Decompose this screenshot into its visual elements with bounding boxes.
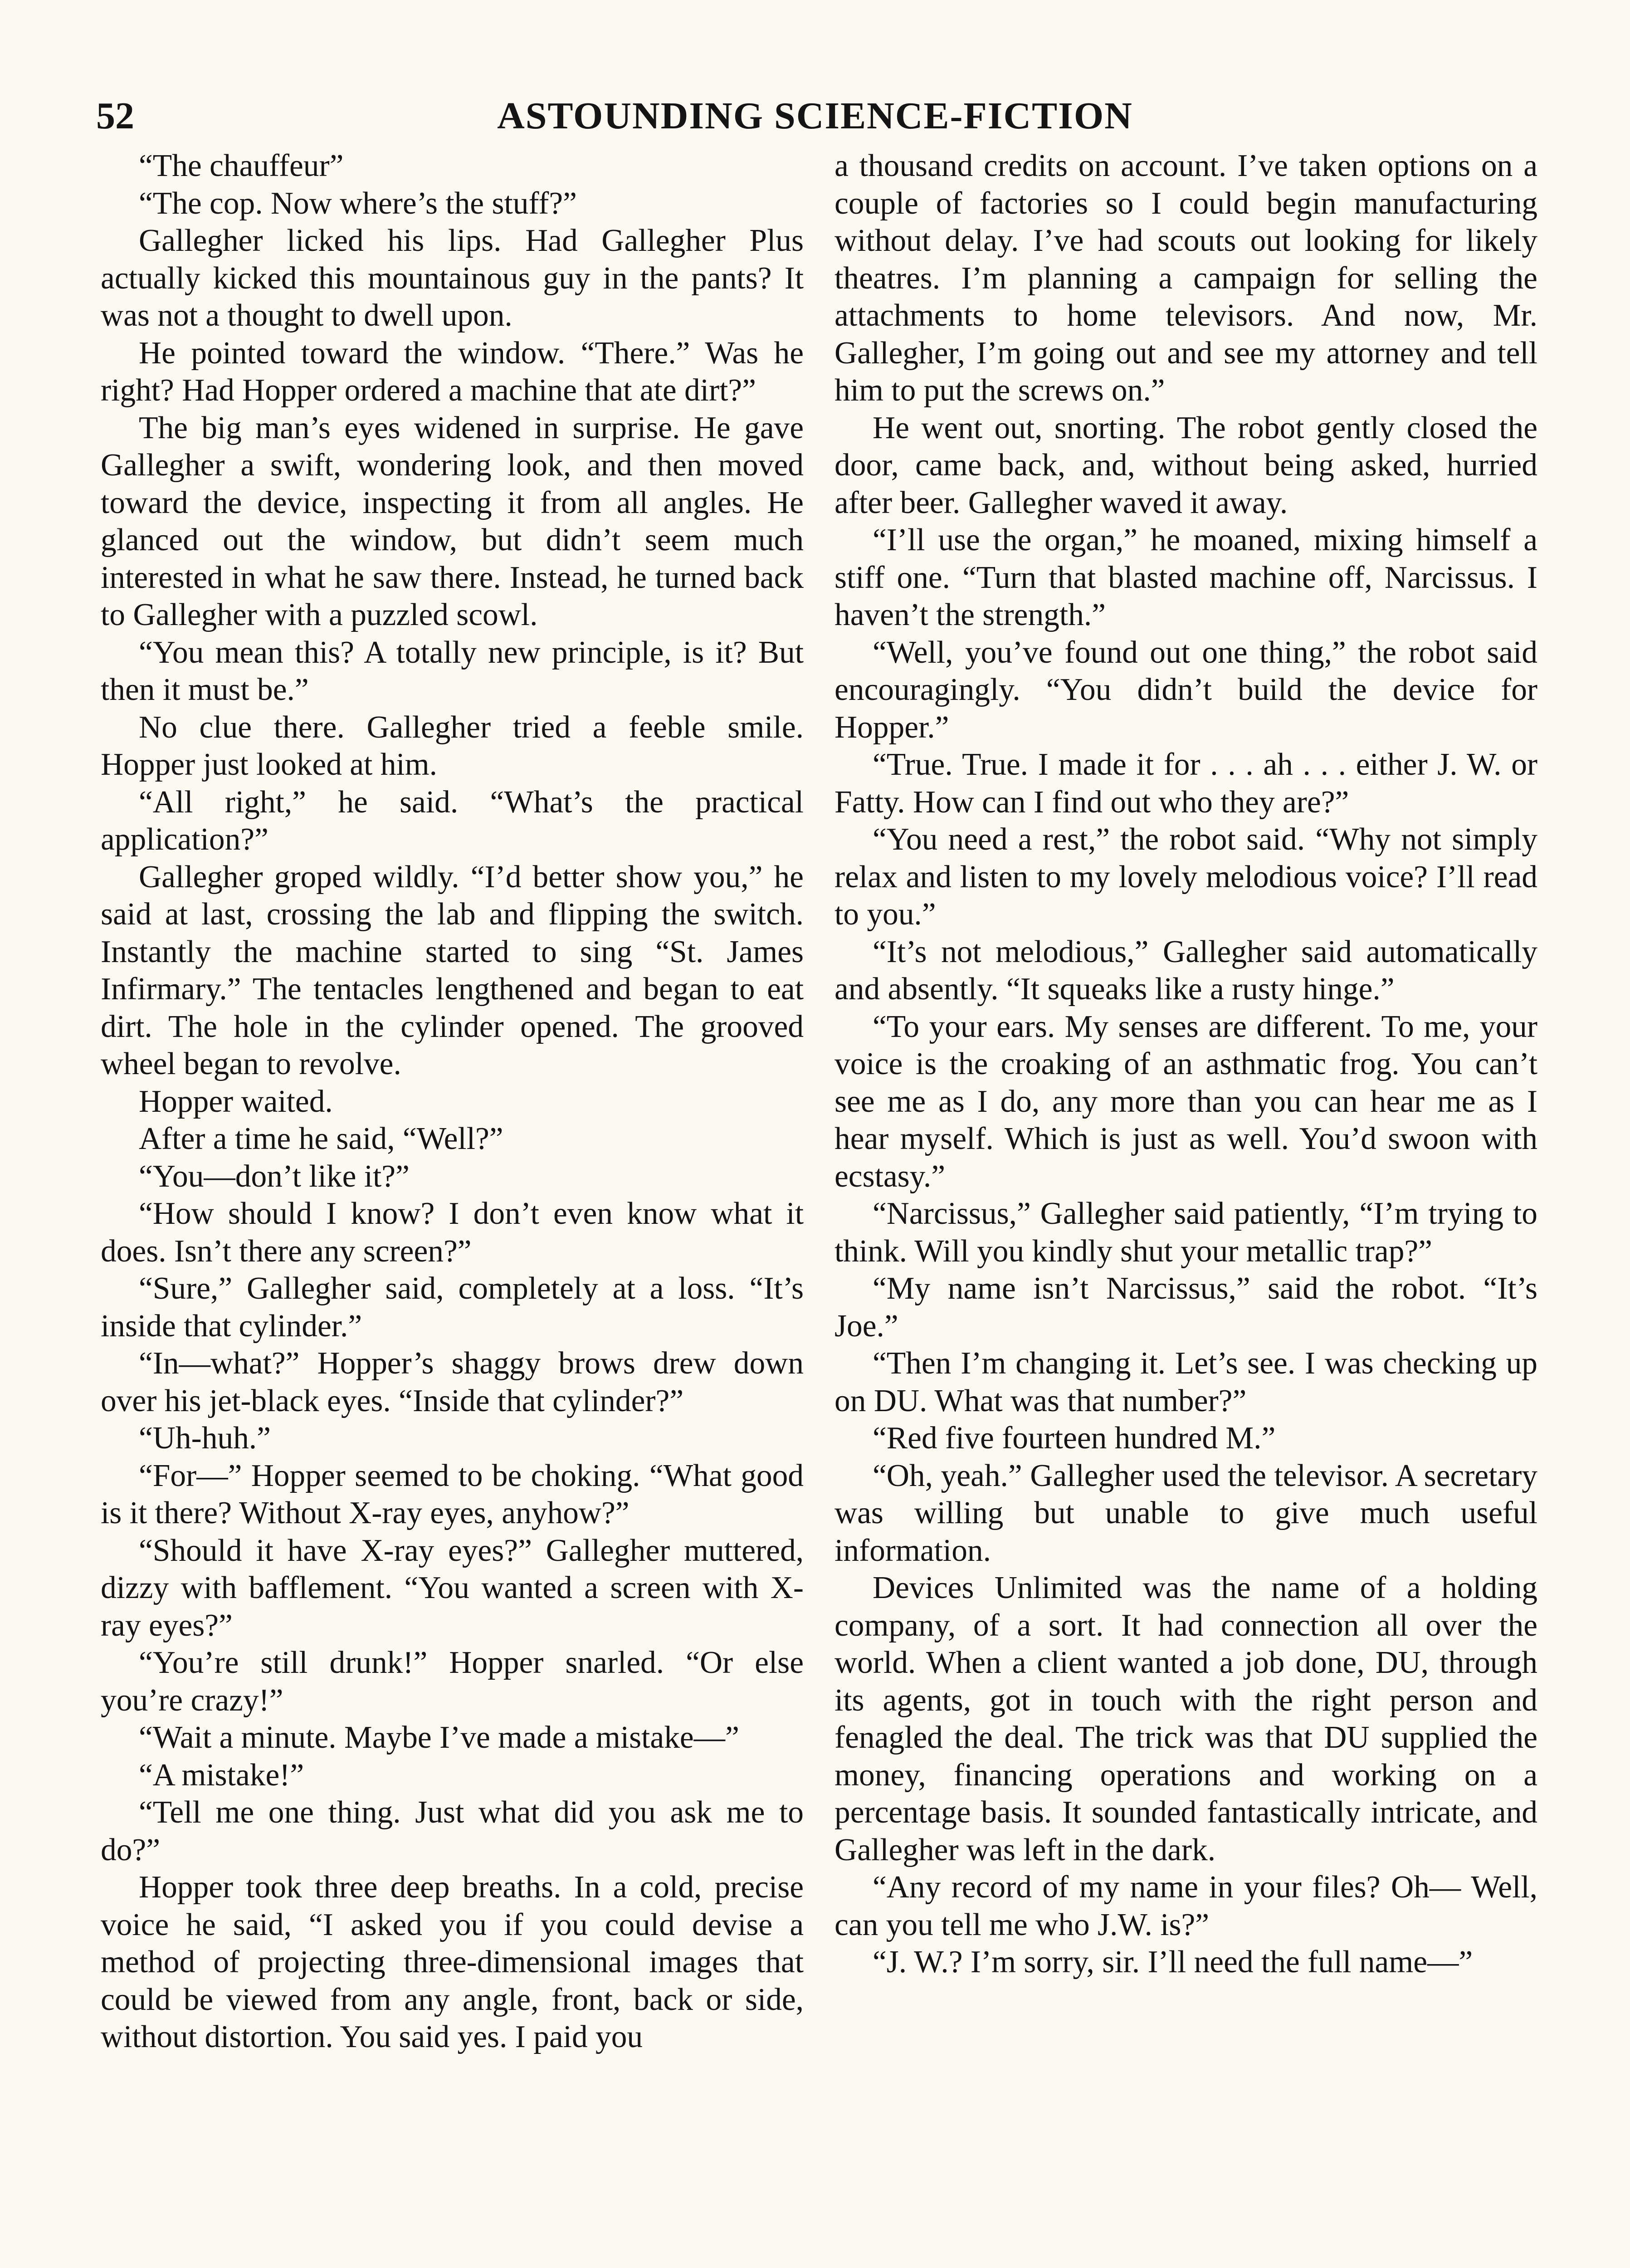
paragraph: Gallegher licked his lips. Had Gallegher Plus actually kicked this mountainous guy in the pants? It was not a thought to dwell upon.	[101, 223, 804, 333]
paragraph: No clue there. Gallegher tried a feeble smile. Hopper just looked at him.	[101, 709, 804, 782]
paragraph: “Well, you’ve found out one thing,” the robot said encouragingly. “You didn’t build the device for Hopper.”	[835, 635, 1537, 745]
paragraph: Gallegher groped wildly. “I’d better show you,” he said at last, crossing the lab and flipping the switch. Instantly the machine started to sing “St. James Infirmary.” The tentacles lengthened and began to eat dirt. The hole in the cylinder opened. The grooved wheel began to revolve.	[101, 859, 804, 1081]
paragraph: “Narcissus,” Gallegher said patiently, “I’m trying to think. Will you kindly shut your metallic trap?”	[835, 1196, 1537, 1269]
paragraph: He went out, snorting. The robot gently closed the door, came back, and, without being asked, hurried after beer. Gallegher waved it away.	[835, 410, 1537, 520]
paragraph: “Red five fourteen hundred M.”	[873, 1421, 1276, 1456]
paragraph: “Wait a minute. Maybe I’ve made a mistake—”	[139, 1720, 739, 1755]
paragraph: “In—what?” Hopper’s shaggy brows drew down over his jet-black eyes. “Inside that cylinder?”	[101, 1346, 804, 1418]
page-header	[96, 80, 1534, 152]
left-column	[101, 147, 804, 2056]
paragraph: The big man’s eyes widened in surprise. He gave Gallegher a swift, wondering look, and then moved toward the device, inspecting it from all angles. He glanced out the window, but didn’t seem much interested in what he saw there. Instead, he turned back to Gallegher with a puzzled scowl.	[101, 410, 804, 632]
paragraph: “How should I know? I don’t even know what it does. Isn’t there any screen?”	[101, 1196, 804, 1269]
paragraph: “I’ll use the organ,” he moaned, mixing himself a stiff one. “Turn that blasted machine off, Narcissus. I haven’t the strength.”	[835, 523, 1537, 632]
running-head: ASTOUNDING SCIENCE-FICTION	[497, 95, 1133, 137]
paragraph: “A mistake!”	[139, 1757, 304, 1793]
paragraph: “Tell me one thing. Just what did you ask me to do?”	[101, 1795, 804, 1867]
paragraph: “Oh, yeah.” Gallegher used the televisor. A secretary was willing but unable to give much useful information.	[835, 1458, 1537, 1568]
paragraph: After a time he said, “Well?”	[139, 1121, 503, 1156]
paragraph: “You—don’t like it?”	[139, 1158, 410, 1194]
paragraph: “You’re still drunk!” Hopper snarled. “Or else you’re crazy!”	[101, 1645, 804, 1718]
paragraph: “True. True. I made it for . . . ah . . . either J. W. or Fatty. How can I find out who they are?”	[835, 747, 1537, 820]
right-column	[835, 147, 1537, 1981]
paragraph: “You mean this? A totally new principle, is it? But then it must be.”	[101, 635, 804, 707]
paragraph: “The chauffeur”	[139, 148, 344, 183]
paragraph: “You need a rest,” the robot said. “Why not simply relax and listen to my lovely melodious voice? I’ll read to you.”	[835, 822, 1537, 932]
paragraph: “Sure,” Gallegher said, completely at a loss. “It’s inside that cylinder.”	[101, 1271, 804, 1344]
paragraph: “Should it have X-ray eyes?” Gallegher muttered, dizzy with bafflement. “You wanted a screen with X-ray eyes?”	[101, 1533, 804, 1643]
paragraph: “My name isn’t Narcissus,” said the robot. “It’s Joe.”	[835, 1271, 1537, 1344]
paragraph: Devices Unlimited was the name of a holding company, of a sort. It had connection all over the world. When a client wanted a job done, DU, through its agents, got in touch with the right person and fenagled the deal. The trick was that DU supplied the money, financing operations and working on a percentage basis. It sounded fantastically intricate, and Gallegher was left in the dark.	[835, 1570, 1537, 1867]
paragraph: “Any record of my name in your files? Oh— Well, can you tell me who J.W. is?”	[835, 1870, 1537, 1942]
paragraph: Hopper waited.	[139, 1084, 333, 1119]
paragraph: “All right,” he said. “What’s the practical application?”	[101, 784, 804, 857]
paragraph: “Uh-huh.”	[139, 1421, 271, 1456]
paragraph: a thousand credits on account. I’ve taken options on a couple of factories so I could begin manufacturing without delay. I’ve had scouts out looking for likely theatres. I’m planning a campaign for selling the attachments to home televisors. And now, Mr. Gallegher, I’m going out and see my attorney and tell him to put the screws on.”	[835, 148, 1537, 408]
paragraph: “J. W.? I’m sorry, sir. I’ll need the full name—”	[873, 1945, 1473, 1980]
paragraph: “To your ears. My senses are different. To me, your voice is the croaking of an asthmatic frog. You can’t see me as I do, any more than you can hear me as I hear myself. Which is just as well. You’d swoon with ecstasy.”	[835, 1009, 1537, 1194]
paragraph: “It’s not melodious,” Gallegher said automatically and absently. “It squeaks like a rusty hinge.”	[835, 934, 1537, 1007]
paragraph: Hopper took three deep breaths. In a cold, precise voice he said, “I asked you if you could devise a method of projecting three-dimensional images that could be viewed from any angle, front, back or side, without distortion. You said yes. I paid you	[101, 1870, 804, 2054]
paragraph: He pointed toward the window. “There.” Was he right? Had Hopper ordered a machine that ate dirt?”	[101, 335, 804, 408]
page-number: 52	[96, 95, 134, 137]
paragraph: “The cop. Now where’s the stuff?”	[139, 186, 577, 221]
paragraph: “For—” Hopper seemed to be choking. “What good is it there? Without X-ray eyes, anyhow?”	[101, 1458, 804, 1530]
paragraph: “Then I’m changing it. Let’s see. I was checking up on DU. What was that number?”	[835, 1346, 1537, 1418]
